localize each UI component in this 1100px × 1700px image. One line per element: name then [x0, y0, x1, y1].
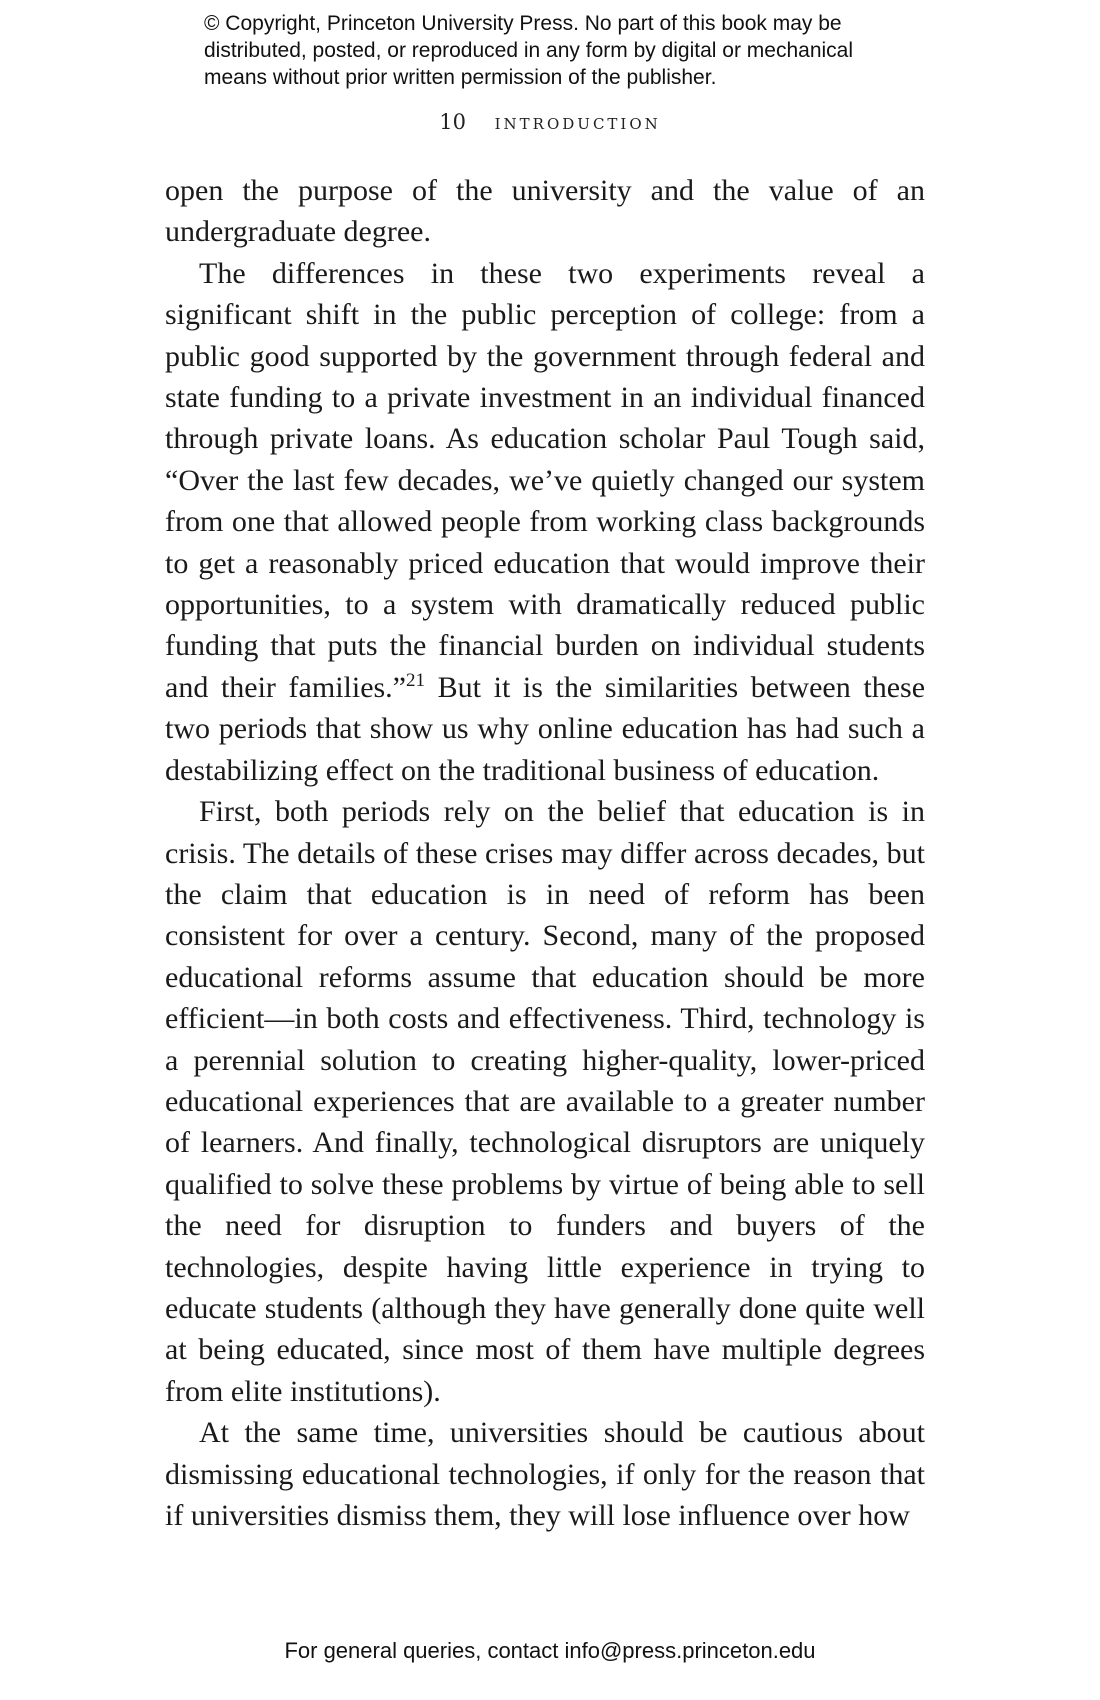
copyright-line: © Copyright, Princeton University Press. No part of this book may be — [204, 12, 842, 35]
section-title: introduction — [494, 110, 661, 135]
paragraph: open the purpose of the university and the value of an undergraduate degree. — [165, 174, 925, 249]
copyright-notice — [204, 10, 964, 91]
paragraph: First, both periods rely on the belief that education is in crisis. The details of these crises may differ across decades, but the claim that education is in need of reform has been consistent for over a century. Second, many of the proposed educational reforms assume that education should be more efficient—in both costs and effectiveness. Third, technology is a perennial solution to creating higher-quality, lower-priced educational experiences that are available to a greater number of learners. And finally, technological disruptors are uniquely qualified to solve these problems by virtue of being able to sell the need for disruption to funders and buyers of the technologies, despite having little experience in trying to educate students (although they have generally done quite well at being educated, since most of them have multiple degrees from elite institutions). — [165, 795, 925, 1408]
footnote-marker[interactable]: 21 — [406, 669, 426, 691]
copyright-line: distributed, posted, or reproduced in any form by digital or mechanical — [204, 39, 854, 62]
copyright-line: means without prior written permission of the publisher. — [204, 66, 717, 89]
paragraph — [165, 253, 925, 791]
paragraph: At the same time, universities should be cautious about dismissing educational technologies, if only for the reason that if universities dismiss them, they will lose influence over how — [165, 1416, 925, 1532]
running-head — [0, 110, 1100, 135]
paragraph-text: But it is the similarities between these two periods that show us why online education has had such a destabilizing effect on the traditional business of education. — [165, 670, 926, 787]
footer-contact: For general queries, contact info@press.princeton.edu — [284, 1638, 816, 1663]
page-number: 10 — [439, 110, 466, 134]
body-text — [165, 170, 925, 1536]
paragraph-text: The differences in these two experiments reveal a significant shift in the public perception of college: from a public good supported by the government through federal and state funding to a private investment in an individual financed through private loans. As education scholar Paul Tough said, “Over the last few decades, we’ve quietly changed our system from one that allowed people from working class backgrounds to get a reasonably priced education that would improve their opportunities, to a system with dramatically reduced public funding that puts the financial burden on individual students and their families.” — [165, 256, 925, 704]
